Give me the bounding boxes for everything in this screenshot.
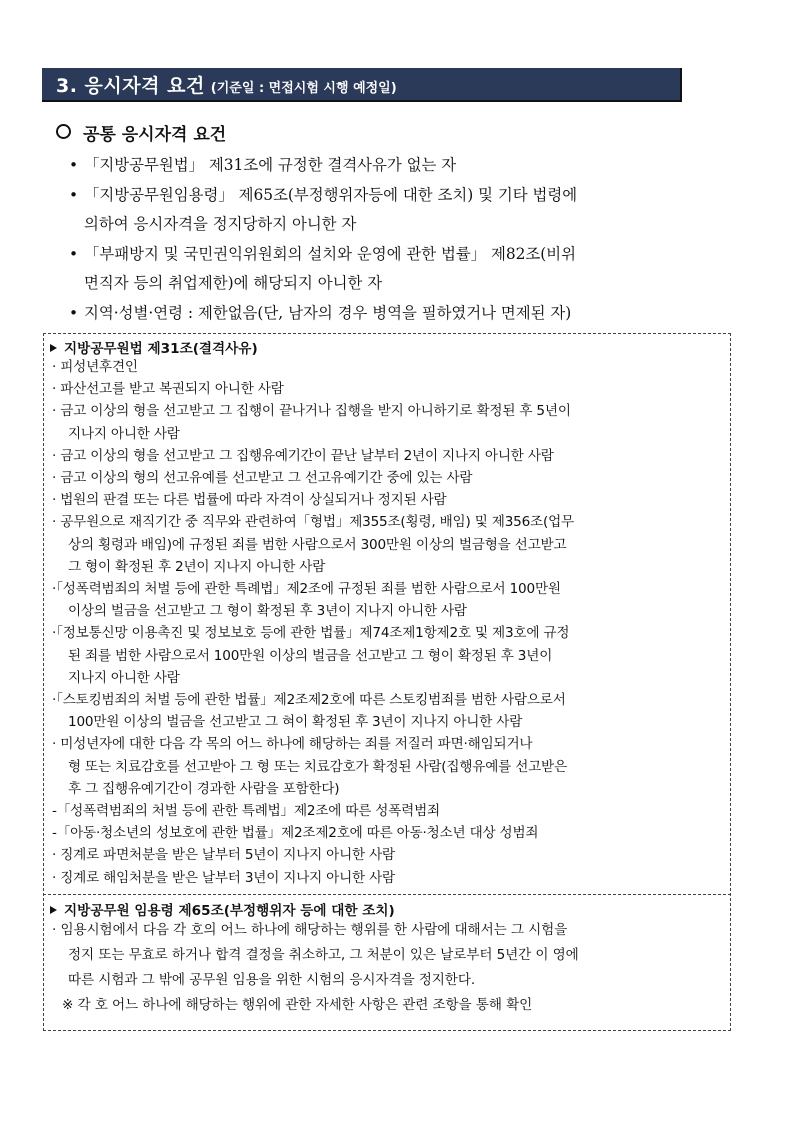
requirement-bullet xyxy=(66,181,731,240)
box2-title xyxy=(50,899,395,919)
bullet-dot-icon: • xyxy=(69,303,79,322)
box1-title-text: 지방공무원법 제31조(결격사유) xyxy=(64,341,258,357)
circle-bullet-icon xyxy=(56,124,71,139)
misconduct-item: 정지 또는 무효로 하거나 합격 결정을 취소하고, 그 처분이 있은 날로부터 5년간 이 영에 xyxy=(68,947,579,963)
disqualification-item: · 법원의 판결 또는 다른 법률에 따라 자격이 상실되거나 정지된 사람 xyxy=(52,492,447,509)
common-requirements-heading xyxy=(56,120,226,145)
common-requirements-title: 공통 응시자격 요건 xyxy=(83,125,227,145)
disqualification-item: 형 또는 치료감호를 선고받아 그 형 또는 치료감호가 확정된 사람(집행유예를 선고받은 xyxy=(68,758,567,775)
requirement-bullet xyxy=(66,151,731,181)
disqualification-item: · 금고 이상의 형을 선고받고 그 집행유예기간이 끝난 날부터 2년이 지나지 아니한 사람 xyxy=(52,447,554,464)
disqualification-item: 이상의 벌금을 선고받고 그 형이 확정된 후 3년이 지나지 아니한 사람 xyxy=(68,603,467,620)
misconduct-item: · 임용시험에서 다음 각 호의 어느 하나에 해당하는 행위를 한 사람에 대해서는 그 시험을 xyxy=(52,922,568,938)
requirement-bullet xyxy=(66,240,731,299)
disqualification-item: 상의 횡령과 배임)에 규정된 죄를 범한 사람으로서 300만원 이상의 벌금형을 선고받고 xyxy=(68,536,567,553)
disqualification-item: · 공무원으로 재직기간 중 직무와 관련하여「형법」제355조(횡령, 배임) 및 제356조(업무 xyxy=(52,514,574,531)
requirement-text: 「지방공무원임용령」 제65조(부정행위자등에 대한 조치) 및 기타 법령에 xyxy=(84,185,578,204)
requirement-text: 면직자 등의 취업제한)에 해당되지 아니한 자 xyxy=(84,274,383,292)
reference-note: ※ 각 호 어느 하나에 해당하는 행위에 관한 자세한 사항은 관련 조항을 통해 확인 xyxy=(62,997,533,1013)
disqualification-item: · 징계로 해임처분을 받은 날부터 3년이 지나지 아니한 사람 xyxy=(52,869,395,886)
bullet-dot-icon: • xyxy=(69,244,79,263)
disqualification-item: 된 죄를 범한 사람으로서 100만원 이상의 벌금을 선고받고 그 형이 확정된 후 3년이 xyxy=(68,647,553,664)
box2-list xyxy=(52,918,732,1018)
section-header-bar xyxy=(42,68,682,102)
misconduct-item: 따른 시험과 그 밖에 공무원 임용을 위한 시험의 응시자격을 정지한다. xyxy=(68,972,476,988)
bullet-dot-icon: • xyxy=(69,185,79,204)
section-header-sub: (기준일 : 면접시험 시행 예정일) xyxy=(210,81,397,96)
disqualification-item: · 금고 이상의 형의 선고유예를 선고받고 그 선고유예기간 중에 있는 사람 xyxy=(52,470,473,487)
box1-list xyxy=(52,356,732,889)
disqualification-item: · 금고 이상의 형을 선고받고 그 집행이 끝나거나 집행을 받지 아니하기로 확정된 후 5년이 xyxy=(52,403,571,420)
disqualification-item: ·「성폭력범죄의 처벌 등에 관한 특례법」제2조에 규정된 죄를 범한 사람으로서 100만원 xyxy=(52,581,561,598)
disqualification-item: ·「정보통신망 이용촉진 및 정보보호 등에 관한 법률」제74조제1항제2호 및 제3호에 규정 xyxy=(52,625,570,642)
triangle-bullet-icon xyxy=(50,344,57,352)
disqualification-item: 지나지 아니한 사람 xyxy=(68,669,180,686)
section-header-title xyxy=(56,71,397,98)
disqualification-item: 지나지 아니한 사람 xyxy=(68,425,180,442)
disqualification-item: · 미성년자에 대한 다음 각 목의 어느 하나에 해당하는 죄를 저질러 파면·해임되거나 xyxy=(52,736,533,753)
bullet-dot-icon: • xyxy=(69,156,79,174)
disqualification-item: 100만원 이상의 벌금을 선고받고 그 혀이 확정된 후 3년이 지나지 아니한 사람 xyxy=(68,714,523,731)
disqualification-item: ·「스토킹범죄의 처벌 등에 관한 법률」제2조제2호에 따른 스토킹범죄를 범한 사람으로서 xyxy=(52,692,566,709)
requirement-text: 「부패방지 및 국민권익위원회의 설치와 운영에 관한 법률」 제82조(비위 xyxy=(84,244,577,263)
requirement-text: 「지방공무원법」 제31조에 규정한 결격사유가 없는 자 xyxy=(84,156,457,174)
requirement-text: 의하여 응시자격을 정지당하지 아니한 자 xyxy=(84,215,357,233)
disqualification-item: · 파산선고를 받고 복권되지 아니한 사람 xyxy=(52,381,284,398)
triangle-bullet-icon xyxy=(50,906,57,914)
common-requirements-list xyxy=(66,151,731,328)
requirement-text: 지역·성별·연령 : 제한없음(단, 남자의 경우 병역을 필하였거나 면제된 자) xyxy=(84,303,572,322)
box2-title-text: 지방공무원 임용령 제65조(부정행위자 등에 대한 조치) xyxy=(64,903,395,919)
disqualification-item: -「성폭력범죄의 처벌 등에 관한 특례법」제2조에 따른 성폭력범죄 xyxy=(52,803,440,820)
box1-title xyxy=(50,337,258,357)
disqualification-item: 그 형이 확정된 후 2년이 지나지 아니한 사람 xyxy=(68,558,326,575)
disqualification-item: -「아동·청소년의 성보호에 관한 법률」제2조제2호에 따른 아동·청소년 대상 성범죄 xyxy=(52,825,539,842)
disqualification-item: 후 그 집행유예기간이 경과한 사람을 포함한다) xyxy=(68,780,340,797)
disqualification-item: · 피성년후견인 xyxy=(52,359,138,375)
box-divider xyxy=(43,894,731,895)
requirement-bullet xyxy=(66,299,731,329)
disqualification-item: · 징계로 파면처분을 받은 날부터 5년이 지나지 아니한 사람 xyxy=(52,847,395,864)
section-header-main: 3. 응시자격 요건 xyxy=(56,75,205,97)
